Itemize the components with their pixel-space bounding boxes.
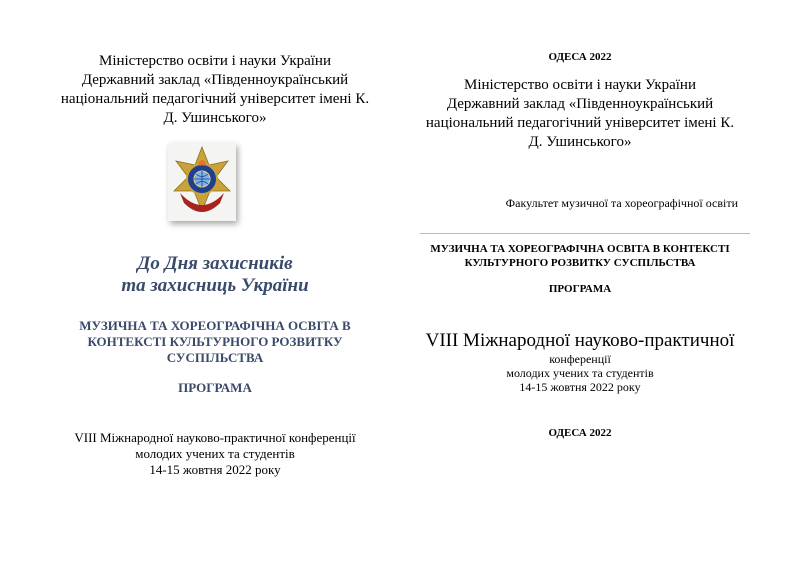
left-conference-line-3: СУСПІЛЬСТВА: [166, 350, 264, 365]
right-ministry-line-1: Міністерство освіти і науки України: [463, 77, 696, 93]
divider-line: [420, 233, 750, 234]
left-edition-line-3: 14-15 жовтня 2022 року: [149, 462, 281, 477]
right-city-year-bottom: ОДЕСА 2022: [548, 427, 612, 439]
university-emblem-icon: [168, 143, 236, 221]
celebration-title-line-1: До Дня захисників: [137, 253, 293, 274]
right-city-year-top: ОДЕСА 2022: [548, 51, 612, 63]
left-ministry-line-3: національний педагогічний університет імені К.: [60, 91, 370, 107]
left-edition-line-1: VIII Міжнародної науково-практичної конференції: [74, 430, 356, 445]
left-conference-title: [50, 318, 380, 366]
left-program-label: ПРОГРАМА: [178, 380, 252, 395]
right-conference-line-1: МУЗИЧНА ТА ХОРЕОГРАФІЧНА ОСВІТА В КОНТЕКСТІ: [430, 243, 730, 255]
right-edition-line-3: 14-15 жовтня 2022 року: [519, 380, 641, 394]
right-edition-title: VIII Міжнародної науково-практичної: [425, 330, 735, 351]
left-ministry-line-2: Державний заклад «Південноукраїнський: [81, 72, 349, 88]
right-ministry-line-2: Державний заклад «Південноукраїнський: [446, 96, 714, 112]
left-edition-line-2: молодих учених та студентів: [135, 446, 295, 461]
left-conference-line-2: КОНТЕКСТІ КУЛЬТУРНОГО РОЗВИТКУ: [87, 334, 343, 349]
right-edition-line-1: конференції: [549, 352, 611, 366]
right-ministry-line-4: Д. Ушинського»: [528, 134, 632, 150]
right-edition-line-2: молодих учених та студентів: [506, 366, 654, 380]
left-conference-line-1: МУЗИЧНА ТА ХОРЕОГРАФІЧНА ОСВІТА В: [79, 318, 351, 333]
right-conference-line-2: КУЛЬТУРНОГО РОЗВИТКУ СУСПІЛЬСТВА: [464, 257, 696, 269]
celebration-title: [40, 253, 390, 297]
right-conference-title: [410, 242, 750, 270]
right-ministry-line-3: національний педагогічний університет імені К.: [425, 115, 735, 131]
faculty-name: Факультет музичної та хореографічної освіти: [505, 196, 738, 210]
right-program-label: ПРОГРАМА: [548, 283, 612, 295]
left-ministry-line-1: Міністерство освіти і науки України: [98, 53, 331, 69]
celebration-title-line-2: та захисниць України: [121, 275, 309, 296]
left-edition-info: [40, 430, 390, 478]
left-ministry-line-4: Д. Ушинського»: [163, 110, 267, 126]
right-ministry-header: [410, 76, 750, 152]
right-edition-info: [410, 352, 750, 394]
left-ministry-header: [40, 52, 390, 128]
